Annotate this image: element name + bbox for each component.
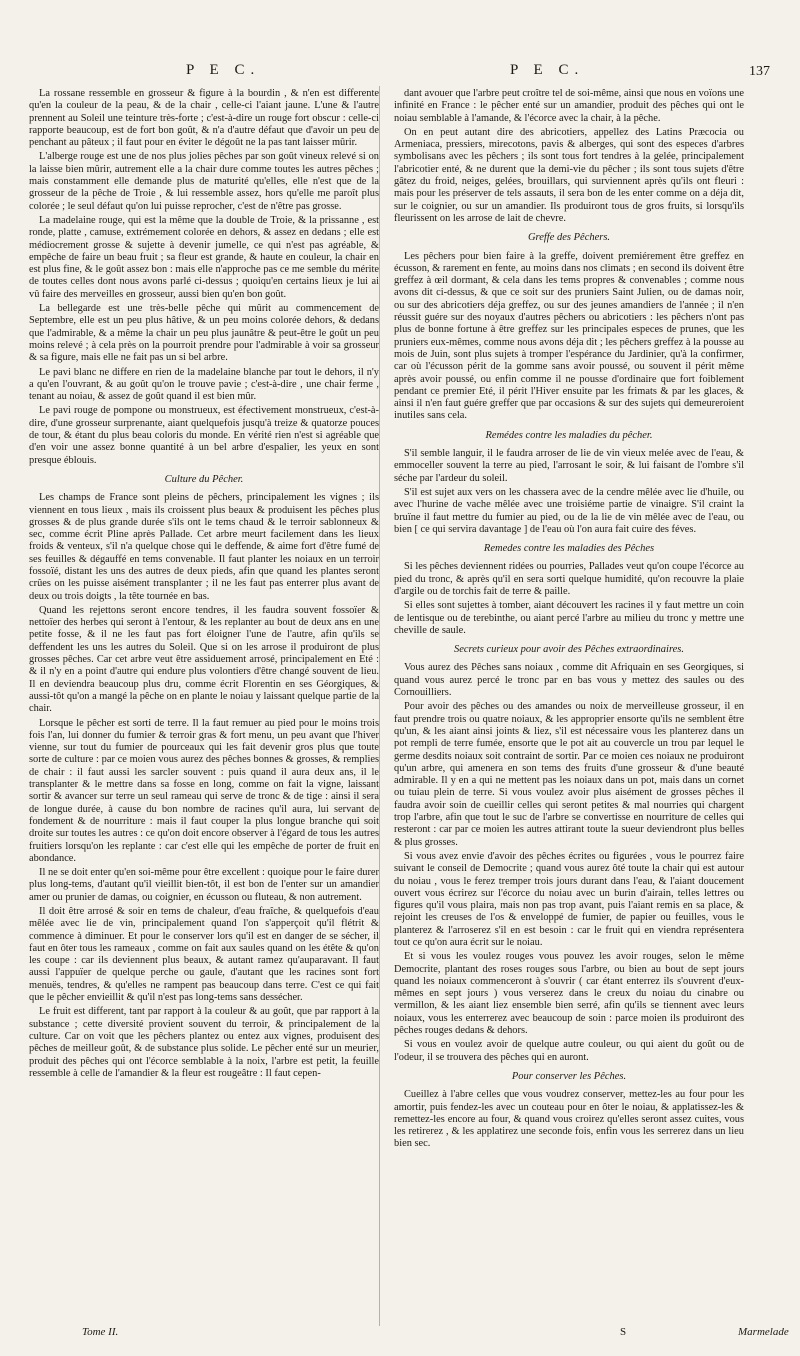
paragraph: Le pavi rouge de pompone ou monstrueux, est éfectivement monstrueux, c'est-à-dire, d'une grosseur surprenante, aiant quelquefois jusqu'à treize & quatorze pouces de tour, & étant du plus beau coloris du monde. En vérité rien n'est si agréable que d'en voir une assez bonne quantité à un bel arbre d'espalier, les yeux en sont presque éblouis.: [29, 405, 379, 466]
volume-label: Tome II.: [82, 1326, 119, 1338]
section-heading: Greffe des Pêchers.: [527, 232, 611, 244]
paragraph: Si elles sont sujettes à tomber, aiant découvert les racines il y faut mettre un coin de lentisque ou de terebinthe, ou aiant percé l'arbre au milieu du tronc y mettre une cheville de saule.: [394, 600, 744, 636]
paragraph: Le fruit est different, tant par rapport à la couleur & au goût, que par rapport à la substance ; cette diversité provient souvent du terroir, & principalement de la culture. Car on voit que les pêchers plantez ou entez aux vignes, produisent des pêches de meilleur goût, & de substance plus solide. Le pêcher enté sur un meurier, produit des pêches qui ont l'écorce semblable à la noix, l'arbre est petit, la feuille ressemble à celle de l'amandier & la fleur est rougeâtre : Il faut cepen-: [29, 1006, 379, 1079]
paragraph: Si vous avez envie d'avoir des pêches écrites ou figurées , vous le pourrez faire suivant le conseil de Democrite ; quand vous aurez ôté toute la chair qui est autour du noiau , vous le ferez tremper trois jours durant dans l'eau, & l'aiant doucement ouvert vous écrirez sur l'écorce du noiau avec un burin d'airain, telles lettres ou figures qu'il vous plaira, mais non pas trop avant, puis l'aiant remis en sa place, & rejoint les creuses de l'os & enveloppé de fumier, de papier ou feuilles, vous le planterez & l'arroserez s'il en est besoin : car le fruit qui en viendra représentera tout ce qu'on aura écrit sur le noiau.: [394, 850, 744, 948]
paragraph: Il doit être arrosé & soir en tems de chaleur, d'eau fraîche, & quelquefois d'eau mêlée avec lie de vin, principalement quand l'on s'apperçoit qu'il flétrit & commence à diminuer. Et pour le conserver lors qu'il est en danger de se sécher, il faut en ôter tous les rameaux , comme on fait aux saules quand on les étête & qu'on les coupe : car ils deviennent plus beaux, & autant ramez qu'auparavant. Il faut aussi l'appuïer de quelque perche ou gaule, d'autant que les racines sont fort menuës, tendres, & qu'elles ne rampent pas beaucoup dans terre. C'est ce qui fait que le pêcher envieillit & qu'il n'est pas long-tems sans dessécher.: [29, 906, 379, 1004]
paragraph: Pour avoir des pêches ou des amandes ou noix de merveilleuse grosseur, il en faut prendre trois ou quatre noiaux, & les approprier ensorte qu'ils ne semblent être qu'un, & les aiant ainsi joints & liez, s'il est nécessaire vous les planterez dans un pot rempli de terre fumée, ensorte que le pot ait au couvercle un trou par lequel le germe desdits noiaux soit contraint de sortir. Par ce moien ces noiaux ne produiront qu'un arbre, qui amenera en son tems des fruits d'une grosseur & d'une beauté admirable. Il y en a qui ne mettent pas les noiaux dans un pot, mais dans un cornet ou tuiau plein de terre. Si vous voulez avoir plus aisément de grosses pêches il faudra avoir soin de cueillir celles qui seront petites & mal nourries qui chargent trop l'arbre, afin que tout le suc de l'arbre se convertisse en nourriture de celles qui resteront : car par ce moien les autres attirant toute la sueur deviendront plus belles & plus grosses.: [394, 701, 744, 848]
paragraph: Lorsque le pêcher est sorti de terre. Il la faut remuer au pied pour le moins trois fois l'an, lui donner du fumier & terroir gras & fort menu, un peu avant que l'hiver vienne, sur tout du fumier de pourceaux qui les fait devenir gros plus que toute sorte de culture : par ce moien vous aurez des pêches bonnes & grosses, & remplies de chair : il faut aussi les sarcler souvent : puis quand il aura deux ans, il le transplanter & le mettre dans sa fosse en long, comme on fait la vigne, laissant sortir & avancer sur terre un seul rameau qui serve de tronc & de tige : ainsi il sera de longue durée, à cause du bon nombre de racines qu'il aura, lui servant de fondement & de nourriture : mais il faut couper la plus longue branche qui soit droite sur toutes les autres : ce qu'on doit encore observer à l'égard de tous les autres fruitiers lorsqu'on les replante : car c'est elle qui les empêche de porter de fruit en abondance.: [29, 717, 379, 864]
section-heading: Culture du Pêcher.: [164, 473, 244, 485]
left-column: [29, 88, 379, 1308]
paragraph: Vous aurez des Pêches sans noiaux , comme dit Afriquain en ses Georgiques, si quand vous aurez percé le tronc par en bas vous y mettez des saules ou des Cornouilliers.: [394, 662, 744, 699]
paragraph: Les pêchers pour bien faire à la greffe, doivent premiérement être greffez en écusson, & rarement en fente, au moins dans nos climats ; en second ils doivent être greffez à œil dormant, & cela dans les tems propres & convenables ; comme nous avons dit ci-dessus, & que ce soit sur des pruniers Saint Julien, ou de damas noir, ou sur des abricotiers déja greffez, ou sur des jeunes amandiers de l'année ; il n'en réussit guére sur des noyaux d'autres pêchers ou abricotiers : les pêchers n'ont pas plus de bonne fortune à être greffez sur les principales especes de prunes, que les pruniers eux-mêmes, comme nous avons déja dit ; les pêchers greffez à la pousse au mois de Juin, sont plus sujets à tromper l'espérance du Jardinier, qu'à la confirmer, car où l'écusson périt de la gomme sans avoir poussé, ou souvent il périt même après avoir poussé, ou enfin comme il ne pousse d'ordinaire que fort foiblement pendant ce premier Eté, il périt l'Hiver ensuite par les frimats & par les glaces, & ainsi il n'en faut guére greffer que par occasions & sur des sujets qui demeureroient inutiles sans cela.: [394, 250, 744, 422]
catchword: Marmelade: [738, 1326, 789, 1338]
section-heading: Remedes contre les maladies des Pêches: [483, 543, 655, 555]
column-divider: [379, 86, 380, 1326]
paragraph: Cueillez à l'abre celles que vous voudrez conserver, mettez-les au four pour les amortir, puis fendez-les avec un couteau pour en ôter le noiau, & applatissez-les & remettez-les encore au four, & quand vous croirez qu'elles seront assez cuites, vous les retirerez , & les applatirez une seconde fois, enfin vous les serrerez dans un lieu bien sec.: [394, 1089, 744, 1150]
paragraph: La madelaine rouge, qui est la même que la double de Troie, & la prissanne , est ronde, platte , camuse, extrémement colorée en dehors, & assez en dedans ; elle est médiocrement grosse & sujette à devenir jumelle, ce qui n'est pas agréable, & empêche de faire un beau fruit ; sa fleur est grande, & haute en couleur, la chair en est plus fine, & le goût assez bon : mais elle n'approche pas ce me semble du mérite de toutes celles dont nous avons parlé ci-dessus ; quoiqu'en certains lieux je lui ai vû faire des merveilles en grosseur, aussi bien qu'en bon goût.: [29, 214, 379, 300]
paragraph: dant avouer que l'arbre peut croître tel de soi-même, ainsi que nous en voïons une infinité en France : le pêcher enté sur un amandier, produit des pêches qui ont le noiau semblable à l'amande, & l'écorce avec la chair, à la pêche.: [394, 88, 744, 124]
paragraph: On en peut autant dire des abricotiers, appellez des Latins Præcocia ou Armeniaca, pressiers, mirecotons, pavis & alberges, qui sont des especes d'arbres symbolisans avec les pêchers ; ils sont tous fort tendres à la gelée, principalement l'abricotier enté, & ne durent que la demi-vie du pêcher ; ils sont tous sujets d'être gâtez du froid, neiges, gelées, brouillars, qui surviennent après qu'ils ont fleuri : mais pour les préserver de tels assauts, il sera bon de les enter comme on a déja dit, sur le coignier, ou sur un amandier. Ils produiront tous de gros fruits, si lorsqu'ils fleurissent on les arrose de lait de chevre.: [394, 126, 744, 224]
paragraph: Le pavi blanc ne differe en rien de la madelaine blanche par tout le dehors, il n'y a qu'en l'ouvrant, & au goût qu'on le trouve pavie ; c'est-à-dire , une chair ferme , tenant au noiau, & assez de goût quand il est bien mûr.: [29, 366, 379, 403]
running-head-left: P E C.: [186, 62, 261, 78]
paragraph: Et si vous les voulez rouges vous pouvez les avoir rouges, selon le même Democrite, plantant des roses rouges sous l'arbre, ou bien au bout de sept jours quand les noiaux commenceront à s'ouvrir ( car étant enterrez ils s'ouvrent d'eux-mêmes en sept jours ) vous verserez dans le creux du noiau du cinabre ou vermillon, & les aiant liez ensemble bien serré, afin qu'ils se tiennent avec leurs noiaux, vous les enterrerez avec beaucoup de soin : parce moien ils produiront des pêches rouges dedans & dehors.: [394, 951, 744, 1037]
paragraph: S'il semble languir, il le faudra arroser de lie de vin vieux melée avec de l'eau, & emmoceller souvent la terre au pied, l'arrosant le soir, & lui faisant de l'ombre s'il séche par l'ardeur du soleil.: [394, 448, 744, 484]
signature-mark: S: [620, 1326, 627, 1338]
paragraph: Si vous en voulez avoir de quelque autre couleur, ou qui aient du goût ou de l'odeur, il se trouvera des pêches qui en auront.: [394, 1039, 744, 1063]
paragraph: La rossane ressemble en grosseur & figure à la bourdin , & n'en est differente qu'en la couleur de la peau, & de la chair , celle-ci l'aiant jaune. L'une & l'autre prennent au Soleil une teinture très-forte ; c'est-à-dire un rouge fort obscur : celle-ci rapporte beaucoup, est de fort bon goût, & n'a d'autre défaut que d'avoir un peu de penchant au pâteux ; il faut pour en éviter le dégoût ne la pas tant laisser mûrir.: [29, 88, 379, 149]
running-head-right: P E C.: [510, 62, 585, 78]
section-heading: Remédes contre les maladies du pêcher.: [485, 429, 653, 441]
paragraph: Si les pêches deviennent ridées ou pourries, Pallades veut qu'on coupe l'écorce au pied du tronc, & après qu'il en sera sorti quelque humidité, qu'on recouvre la plaie d'argile ou de torchis fait de terre & paille.: [394, 561, 744, 597]
page-number: 137: [749, 64, 770, 79]
paragraph: Les champs de France sont pleins de pêchers, principalement les vignes ; ils viennent en tous lieux , mais ils croissent plus beaux & produisent les pêches plus grosses & de plus grande durée s'ils ont le tems chaud & le terroir sablonneux & sec, comme écrit Pline après Pallade. Cet arbre meurt facilement dans les lieux froids & venteux, s'il n'a quelque chose qui le deffende, & aime fort d'être fumé de ses feuilles & dégauffé en tems convenable. Il faut planter les noiaux en un terroir fossoïé, distant les uns des autres de deux pieds, afin que quand les plantes seront crûes on les puisse aisément transplanter ; il ne les faut pas enterrer plus avant de deux ou trois doigts , la tête tournée en bas.: [29, 492, 379, 602]
paragraph: Il ne se doit enter qu'en soi-même pour être excellent : quoique pour le faire durer plus long-tems, d'autant qu'il vieillit bien-tôt, il est bon de l'enter sur un amandier amer ou prunier de damas, ou coignier, en écusson ou fluteau, & non autrement.: [29, 867, 379, 903]
section-heading: Secrets curieux pour avoir des Pêches extraordinaires.: [453, 644, 685, 656]
paragraph: Quand les rejettons seront encore tendres, il les faudra souvent fossoïer & nettoïer des herbes qui seront à l'entour, & les replanter au bout de deux ans en une petite fosse, & il ne les faut pas fort éloigner l'une de l'autre, afin qu'ils se deffendent les uns les autres du Soleil. Que si on les arrose il produiront de plus grosses pêches. Car cet arbre veut être assiduement arrosé, principalement en Eté : & il n'y en a point d'autre qui endure plus volontiers d'être changé souvent de lieu. Il en deviendra beaucoup plus dru, comme écrit Florentin en ses Géorgiques, & aussi-tôt qu'on a mangé la pêche on en plante le noiau y laissant quelque partie de la chair.: [29, 604, 379, 715]
paragraph: L'alberge rouge est une de nos plus jolies pêches par son goût vineux relevé si on la laisse bien mûrir, autrement elle a la chair dure comme toutes les autres pêches ; mais constamment elle demande plus de maturité qu'elles, elle n'est que de la grosseur de la pêche de Troie , & lui ressemble assez, hors qu'elle me paroît plus colorée ; le seul défaut qu'on lui puisse reprocher, c'est de n'être pas grosse.: [29, 151, 379, 212]
paragraph: La bellegarde est une très-belle pêche qui mûrit au commencement de Septembre, elle est un peu plus hâtive, & un peu moins colorée dehors, & dedans que l'admirable, & a même la chair un peu plus jaunâtre & peut-être le goût un peu moins relevé ; à cela près on la pourroit prendre pour l'admirable à voir sa grosseur & sa figure, mais elle ne fait pas un si bel arbre.: [29, 303, 379, 364]
section-heading: Pour conserver les Pêches.: [511, 1070, 627, 1082]
paragraph: S'il est sujet aux vers on les chassera avec de la cendre mêlée avec lie d'huile, ou avec l'hurine de vache mêlée avec une troisiéme partie de vinaigre. S'il craint la bruïne il faut mettre du fumier au pied, ou de la lie de vin mêlée avec de l'eau, ou bien [ ce qui servira davantage ] de l'eau où l'on aura fait cuire des féves.: [394, 486, 744, 535]
right-column: [394, 88, 744, 1308]
